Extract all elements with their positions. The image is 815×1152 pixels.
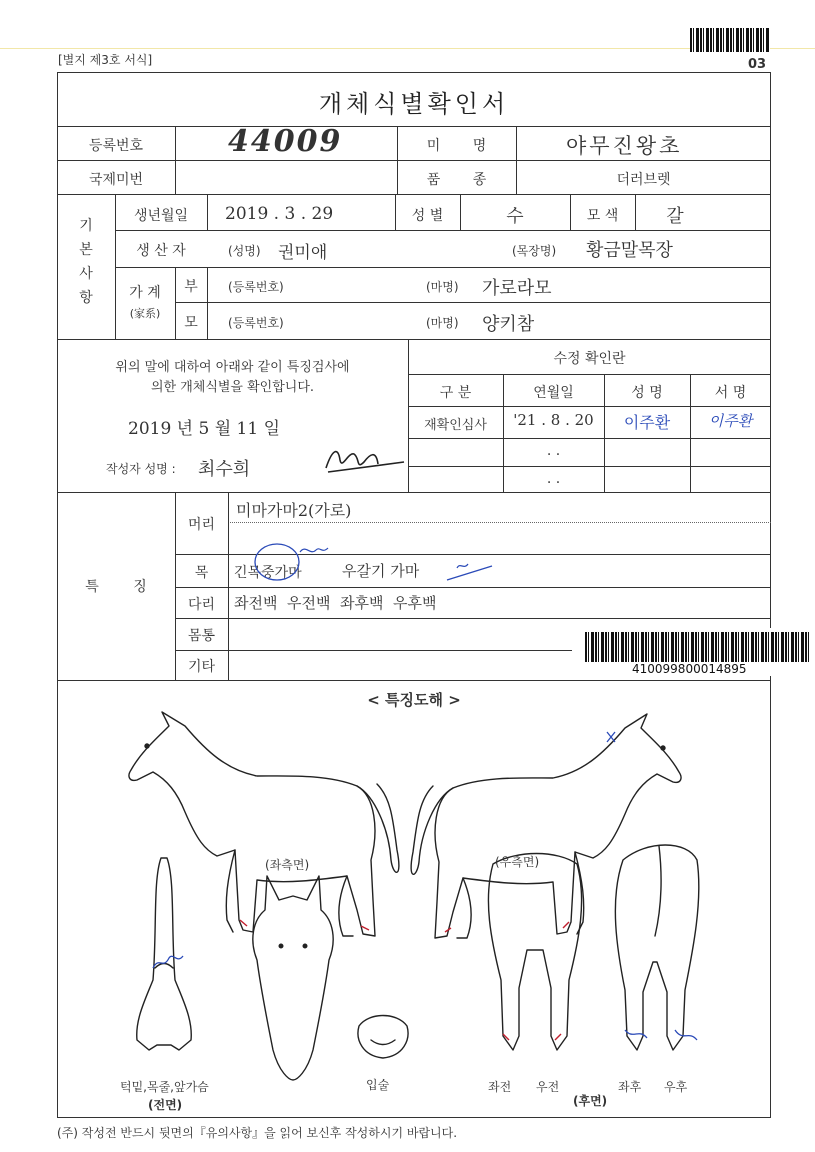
lineage-label: 가 계 (家系): [129, 285, 161, 320]
legs-label: 다리: [187, 597, 216, 613]
page-number: 03: [748, 57, 767, 72]
dam-label: 모: [184, 315, 198, 331]
chip-barcode: [585, 632, 809, 662]
fore-right-label: 우전: [536, 1080, 560, 1094]
sire-label: 부: [184, 279, 198, 295]
features-section-label: 특 징: [85, 579, 147, 595]
legs-value: 좌전백 우전백 좌후백 우후백: [234, 594, 437, 612]
other-label: 기타: [187, 659, 216, 675]
sex-label: 성 별: [411, 208, 444, 224]
horse-diagram: [57, 700, 771, 1110]
lips-label: 입술: [366, 1078, 390, 1092]
horse-hind-view: [615, 845, 698, 1050]
writer-signature: [318, 440, 408, 480]
intl-no-label: 국제미번: [88, 172, 144, 188]
producer-label: 생 산 자: [136, 243, 186, 259]
page-title: 개체식별확인서: [318, 90, 510, 118]
top-barcode: [690, 28, 770, 52]
diagram-title: < 특징도해 >: [367, 691, 461, 709]
neck-label: 목: [194, 565, 209, 581]
revision-row1-name: 이주환: [623, 413, 671, 432]
breed-value: 더러브렛: [616, 172, 671, 188]
revision-title: 수정 확인란: [553, 351, 626, 367]
statement-line1: 위의 말에 대하여 아래와 같이 특징검사에: [115, 360, 350, 375]
rear-caption: (후면): [573, 1094, 608, 1108]
revision-row1-type: 재확인심사: [424, 418, 487, 433]
color-label: 모 색: [586, 208, 619, 224]
writer-name: 최수희: [198, 459, 251, 480]
name-label: 미 명: [426, 138, 487, 154]
reg-no-value: 44009: [228, 124, 343, 159]
neck-value: 긴목중가마: [234, 565, 302, 581]
revision-header-type: 구 분: [439, 385, 472, 401]
basic-section-label: 기 본 사 항: [79, 218, 93, 306]
birth-label: 생년월일: [133, 208, 189, 224]
dam-reg-tag: (등록번호): [228, 316, 284, 330]
hind-right-label: 우후: [664, 1080, 688, 1094]
head-value: 미마가마2(가로): [236, 501, 352, 520]
revision-header-sign: 서 명: [714, 385, 747, 401]
revision-row2-date: . .: [546, 443, 561, 459]
dam-name: 양키참: [482, 314, 535, 335]
revision-row3-date: . .: [546, 471, 561, 487]
dam-name-tag: (마명): [426, 316, 459, 330]
form-label: [별지 제3호 서식]: [58, 53, 153, 67]
breed-label: 품 종: [426, 172, 487, 188]
sire-reg-tag: (등록번호): [228, 280, 284, 294]
chip-number: 410099800014895: [632, 662, 747, 676]
color-value: 갈: [666, 206, 684, 227]
sex-value: 수: [506, 206, 524, 227]
footer-note: (주) 작성전 반드시 뒷면의『유의사항』을 읽어 보신후 작성하시기 바랍니다.: [57, 1126, 458, 1140]
farm-name: 황금말목장: [586, 240, 673, 261]
left-side-label: (좌측면): [265, 858, 310, 872]
revision-row1-sign: 이주환: [708, 412, 753, 430]
front-caption: (전면): [148, 1098, 183, 1112]
revision-row1-date: '21 . 8 . 20: [513, 411, 594, 429]
neck-added: 우갈기 가마: [342, 562, 420, 580]
head-label: 머리: [187, 517, 216, 533]
right-side-label: (우측면): [495, 855, 540, 869]
front-chest-label: 턱밑,목줄,앞가슴: [120, 1080, 209, 1094]
horse-left-side: [129, 712, 399, 936]
neck-correction-marks: [252, 540, 502, 590]
revision-header-date: 연월일: [533, 385, 574, 401]
birth-value: 2019 . 3 . 29: [225, 204, 334, 224]
revision-header-name: 성 명: [631, 385, 663, 401]
horse-front-neck: [137, 858, 192, 1050]
sire-name: 가로라모: [482, 278, 552, 299]
reg-no-label: 등록번호: [88, 138, 144, 154]
producer-name: 권미애: [278, 243, 328, 263]
producer-name-tag: (성명): [228, 244, 261, 258]
horse-lips: [358, 1016, 408, 1059]
hind-left-label: 좌후: [618, 1080, 642, 1094]
farm-tag: (목장명): [512, 244, 557, 258]
writer-label: 작성자 성명 :: [106, 462, 176, 476]
horse-name-value: 야무진왕초: [566, 134, 683, 158]
fore-left-label: 좌전: [488, 1080, 512, 1094]
confirm-date: 2019 년 5 월 11 일: [128, 419, 280, 439]
sire-name-tag: (마명): [426, 280, 459, 294]
body-label: 몸통: [187, 628, 216, 644]
horse-right-side: [411, 714, 681, 938]
horse-front-head: [253, 876, 333, 1080]
statement-line2: 의한 개체식별을 확인합니다.: [150, 380, 315, 395]
